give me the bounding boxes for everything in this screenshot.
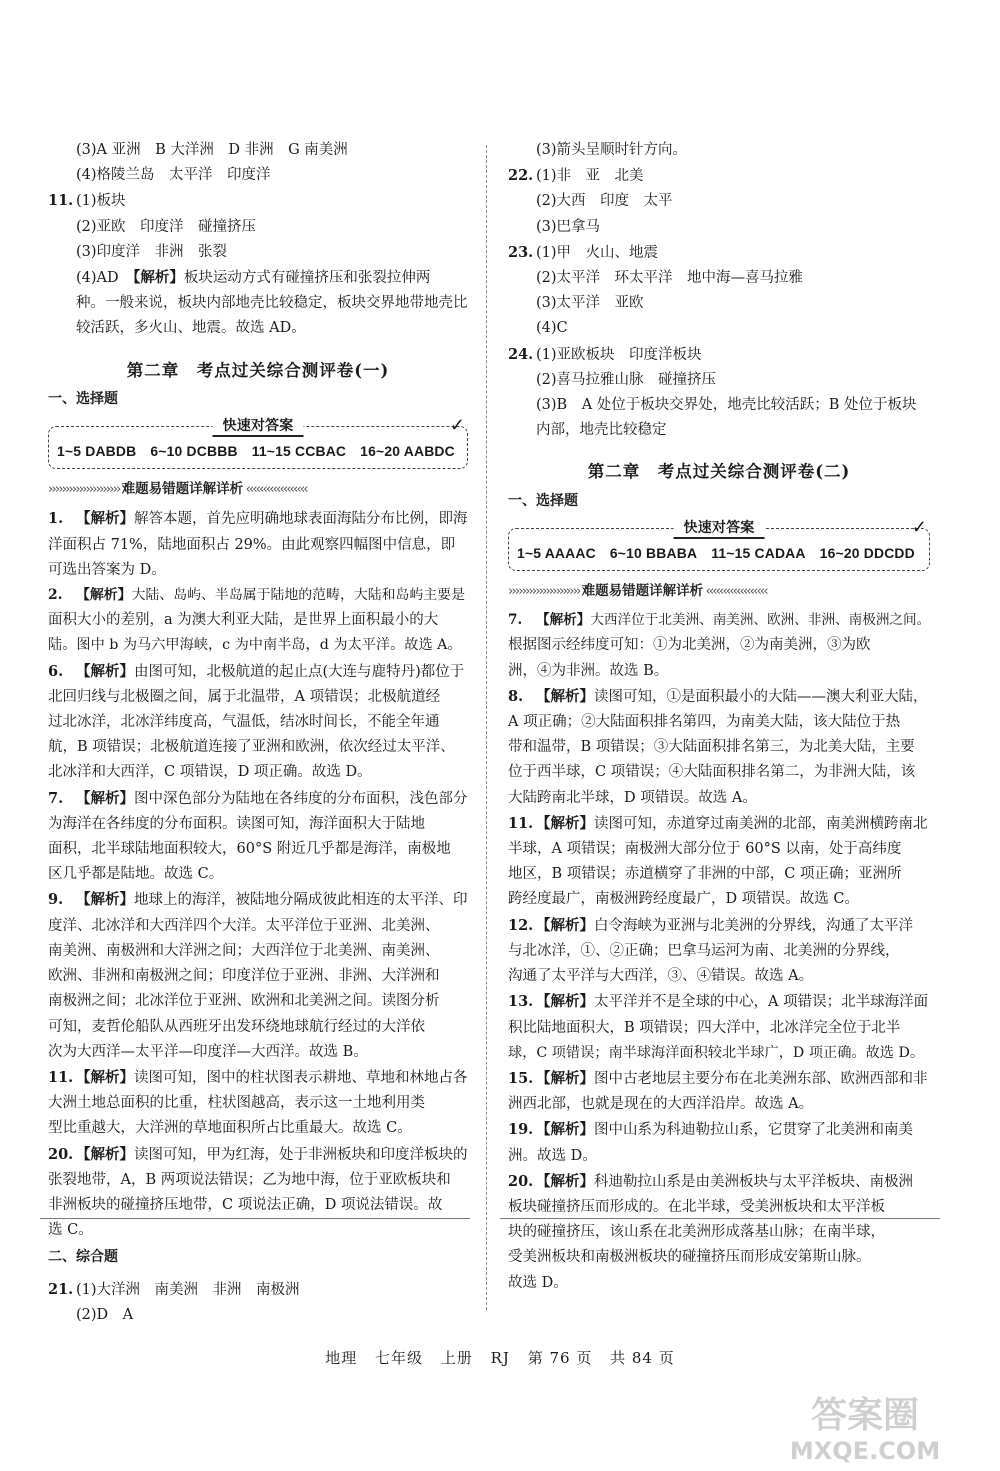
explanation-line xyxy=(48,608,468,633)
analysis-banner xyxy=(508,579,930,604)
explanation-line xyxy=(508,786,930,811)
explanation-line xyxy=(48,659,468,685)
explanation-text: 过北冰洋，北冰洋纬度高，气温低，结冰时间长，不能全年通 xyxy=(48,714,440,731)
explanation-text: 图中深色部分为陆地在各纬度的分布面积，浅色部分 xyxy=(134,790,468,807)
explanation-line xyxy=(508,735,930,760)
explanation-line xyxy=(508,939,930,964)
explanation-text: 大洲土地总面积的比重，柱状图越高，表示这一土地利用类 xyxy=(48,1095,425,1112)
explanation-text: 读图可知，①是面积最小的大陆——澳大利亚大陆， xyxy=(594,688,928,705)
explanation-text: 可选出答案为 D。 xyxy=(48,561,166,578)
explanation-line xyxy=(48,812,468,837)
explanation-text: 可知，麦哲伦船队从西班牙出发环绕地球航行经过的大洋依 xyxy=(48,1018,425,1035)
answer-line: (3)箭头呈顺时针方向。 xyxy=(536,142,688,158)
answer-line: (4)格陵兰岛 太平洋 印度洋 xyxy=(76,167,271,184)
explanation-text: 解答本题，首先应明确地球表面海陆分布比例，即海 xyxy=(134,511,468,528)
analysis-tag: 【解析】 xyxy=(536,1172,594,1190)
question-answer xyxy=(508,342,930,368)
chapter-title: 第二章 考点过关综合测评卷(一) xyxy=(126,360,390,380)
analysis-tag: 【解析】 xyxy=(76,587,132,604)
explanation-text: 读图可知，甲为红海，处于非洲板块和印度洋板块的 xyxy=(134,1146,468,1163)
explanation-text: 南美洲、南极洲和大洋洲之间；大西洋位于北美洲、南美洲、 xyxy=(48,942,440,959)
explanation-text: 面积，北半球陆地面积较大，60°S 附近几乎都是海洋，南极地 xyxy=(48,841,451,858)
question-number: 11. xyxy=(508,814,534,832)
watermark-logo xyxy=(770,1385,960,1465)
explanation-text: 陆。图中 b 为马六甲海峡，c 为中南半岛，d 为太平洋。故选 A。 xyxy=(48,637,462,654)
question-answer xyxy=(48,188,468,214)
analysis-tag: 【解析】 xyxy=(76,1145,134,1163)
explanation-line xyxy=(48,1142,468,1168)
question-number: 20. xyxy=(48,1145,74,1163)
explanation-text: 欧洲、非洲和南极洲之间；印度洋位于亚洲、非洲、大洋洲和 xyxy=(48,968,440,985)
quick-answer-title: 快速对答案 xyxy=(674,517,765,539)
explanation-line xyxy=(508,710,930,735)
explanation-line: 内部，地壳比较稳定 xyxy=(536,422,667,439)
left-column xyxy=(48,138,468,1328)
question-answer xyxy=(508,163,930,189)
checkmark-icon: ✓ xyxy=(911,516,927,537)
explanation-line xyxy=(48,887,468,913)
explanation-text: 图中山系为科迪勒拉山系，它贯穿了北美洲和南美 xyxy=(594,1122,913,1139)
question-number: 6. xyxy=(48,662,64,680)
explanation-line xyxy=(508,862,930,887)
answer-text: (1)甲 火山、地震 xyxy=(536,244,659,261)
explanation-line xyxy=(508,1271,930,1296)
question-number: 11. xyxy=(48,192,74,210)
explanation-text: 根据图示经纬度可知：①为北美洲，②为南美洲，③为欧 xyxy=(508,637,871,654)
explanation-line xyxy=(48,1015,468,1040)
explanation-line: (3)B A 处位于板块交界处，地壳比较活跃；B 处位于板块 xyxy=(536,397,917,414)
explanation-line xyxy=(508,811,930,837)
explanation-line xyxy=(48,914,468,939)
explanation-line xyxy=(48,1040,468,1065)
question-number: 7. xyxy=(508,612,523,629)
question-number: 12. xyxy=(508,916,534,934)
explanation-line xyxy=(48,291,468,316)
explanation-text: 地区，B 项错误；赤道横穿了非洲的中部，C 项正确；亚洲所 xyxy=(508,866,902,883)
question-number: 13. xyxy=(508,993,534,1011)
explanation-text: 航，B 项错误；北极航道连接了亚洲和欧洲，依次经过太平洋、 xyxy=(48,739,455,756)
explanation-line xyxy=(48,760,468,785)
explanation-line xyxy=(508,913,930,939)
analysis-banner-title: 难题易错题详解详析 xyxy=(121,481,244,498)
answer-line: (2)亚欧 印度洋 碰撞挤压 xyxy=(76,218,257,235)
explanation-text: 跨经度最广，南极洲跨经度最广，D 项错误。故选 C。 xyxy=(508,891,859,908)
explanation-text: 白令海峡为亚洲与北美洲的分界线，沟通了太平洋 xyxy=(594,917,913,934)
answer-line: (3)太平洋 亚欧 xyxy=(536,295,644,312)
explanation-line xyxy=(48,316,468,341)
explanation-text: 种。一般来说，板块内部地壳比较稳定，板块交界地带地壳比 xyxy=(76,295,468,312)
explanation-text: 为海洋在各纬度的分布面积。读图可知，海洋面积大于陆地 xyxy=(48,815,425,832)
answer-line: (3)A 亚洲 B 大洋洲 D 非洲 G 南美洲 xyxy=(76,142,348,158)
explanation-text: 半球，A 项错误；南极洲大部分位于 60°S 以南，处于高纬度 xyxy=(508,841,902,858)
explanation-text: 大陆、岛屿、半岛属于陆地的范畴，大陆和岛屿主要是 xyxy=(131,587,465,604)
explanation-line xyxy=(48,633,468,658)
analysis-tag: 【解析】 xyxy=(133,269,184,287)
section-heading: 一、选择题 xyxy=(48,390,118,407)
explanation-text: 北冰洋和大西洋，C 项错误，D 项正确。故选 D。 xyxy=(48,764,372,781)
quick-answer-title: 快速对答案 xyxy=(213,415,304,437)
quick-answer-group: 11~15 CCBAC xyxy=(251,443,347,460)
explanation-text: 型比重越大，大洋洲的草地面积所占比重最大。故选 C。 xyxy=(48,1120,412,1137)
explanation-line xyxy=(508,1195,930,1220)
quick-answer-group: 6~10 DCBBB xyxy=(150,443,238,460)
question-number: 24. xyxy=(508,345,534,363)
explanation-text: 与北冰洋，①、②正确；巴拿马运河为南、北美洲的分界线， xyxy=(508,942,900,959)
quick-answer-group: 11~15 CADAA xyxy=(711,544,806,561)
question-number: 7. xyxy=(48,789,64,807)
explanation-text: 选 C。 xyxy=(48,1222,93,1239)
explanation-text: 较活跃，多火山、地震。故选 AD。 xyxy=(76,320,306,337)
question-answer xyxy=(508,240,930,266)
chevron-decor-icon: ‹‹‹‹‹‹‹‹‹‹‹‹‹‹‹‹‹‹ xyxy=(243,481,307,498)
explanation-text: 次为大西洋—太平洋—印度洋—大西洋。故选 B。 xyxy=(48,1043,368,1060)
explanation-text: 大陆跨南北半球，D 项错误。故选 A。 xyxy=(508,789,757,806)
explanation-line xyxy=(48,1065,468,1091)
answer-line: (3)巴拿马 xyxy=(536,218,601,235)
chevron-decor-icon: ››››››››››››››››››››› xyxy=(508,583,582,600)
explanation-line xyxy=(508,633,930,658)
analysis-tag: 【解析】 xyxy=(76,891,134,909)
section-heading: 二、综合题 xyxy=(48,1249,118,1266)
explanation-text: 故选 D。 xyxy=(508,1274,568,1291)
chapter-title: 第二章 考点过关综合测评卷(二) xyxy=(587,462,851,482)
quick-answer-group: 6~10 BBABA xyxy=(609,544,698,561)
explanation-line xyxy=(48,964,468,989)
explanation-line xyxy=(48,1091,468,1116)
analysis-tag: 【解析】 xyxy=(76,662,134,680)
explanation-text: 洲西北部，也就是现在的大西洋沿岸。故选 A。 xyxy=(508,1096,814,1113)
question-number: 23. xyxy=(508,243,534,261)
explanation-line xyxy=(508,760,930,785)
explanation-text: 板块运动方式有碰撞挤压和张裂拉伸两 xyxy=(183,270,431,287)
explanation-line xyxy=(508,684,930,710)
answer-text: (4)AD xyxy=(76,270,134,287)
explanation-line xyxy=(48,786,468,812)
analysis-tag: 【解析】 xyxy=(536,1121,594,1139)
explanation-text: 球，C 项错误；南半球海洋面积较北半球广，D 项正确。故选 D。 xyxy=(508,1044,925,1061)
explanation-line xyxy=(508,659,930,684)
question-number: 21. xyxy=(48,1280,74,1298)
explanation-line xyxy=(48,1116,468,1141)
explanation-line xyxy=(48,837,468,862)
question-answer xyxy=(48,1277,468,1303)
explanation-line xyxy=(48,583,468,608)
analysis-tag: 【解析】 xyxy=(76,789,134,807)
explanation-text: 由图可知，北极航道的起止点(大连与鹿特丹)都位于 xyxy=(134,663,465,680)
answer-text: (1)大洋洲 南美洲 非洲 南极洲 xyxy=(76,1281,300,1298)
footer-page: 第 76 页 xyxy=(527,1349,593,1367)
explanation-line xyxy=(48,989,468,1014)
analysis-tag: 【解析】 xyxy=(536,1069,594,1087)
answer-text: (1)板块 xyxy=(76,193,126,210)
analysis-banner xyxy=(48,477,468,502)
explanation-text: 大西洋位于北美洲、南美洲、欧洲、非洲、南极洲之间。 xyxy=(590,612,931,629)
explanation-line xyxy=(48,1193,468,1218)
explanation-line xyxy=(48,506,468,532)
question-number: 1. xyxy=(48,510,64,528)
explanation-line xyxy=(508,1169,930,1195)
quick-answer-group: 1~5 AAAAC xyxy=(517,544,596,561)
analysis-banner-title: 难题易错题详解详析 xyxy=(581,583,704,600)
explanation-text: 区几乎都是陆地。故选 C。 xyxy=(48,866,224,883)
column-divider xyxy=(486,145,487,1310)
checkmark-icon: ✓ xyxy=(449,415,465,436)
explanation-text: 太平洋并不是全球的中心，A 项错误；北半球海洋面 xyxy=(594,994,929,1011)
explanation-line xyxy=(48,710,468,735)
question-number: 22. xyxy=(508,167,534,185)
answer-line: (3)印度洋 非洲 张裂 xyxy=(76,243,228,260)
watermark-text-2: MXQE.COM xyxy=(789,1437,941,1465)
explanation-line xyxy=(48,939,468,964)
analysis-tag: 【解析】 xyxy=(536,687,594,705)
explanation-line xyxy=(508,1117,930,1143)
analysis-tag: 【解析】 xyxy=(536,993,594,1011)
explanation-text: 受美洲板块和南极洲板块的碰撞挤压而形成安第斯山脉。 xyxy=(508,1249,871,1266)
explanation-text: 非洲板块的碰撞挤压地带，C 项说法正确，D 项说法错误。故 xyxy=(48,1196,443,1213)
explanation-line xyxy=(48,1168,468,1193)
question-number: 20. xyxy=(508,1172,534,1190)
answer-line: (2)喜马拉雅山脉 碰撞挤压 xyxy=(536,371,717,388)
page-footer xyxy=(0,1347,1000,1368)
explanation-text: 南极洲之间；北冰洋位于亚洲、欧洲和北美洲之间。读图分析 xyxy=(48,993,440,1010)
explanation-line xyxy=(508,1016,930,1041)
explanation-line xyxy=(508,1144,930,1169)
explanation-text: 积比陆地面积大，B 项错误；四大洋中，北冰洋完全位于北半 xyxy=(508,1019,901,1036)
quick-answer-group: 16~20 AABDC xyxy=(360,443,455,460)
explanation-text: 板块碰撞挤压而形成的。在北半球，受美洲板块和太平洋板 xyxy=(508,1198,885,1215)
explanation-text: 北回归线与北极圈之间，属于北温带，A 项错误；北极航道经 xyxy=(48,688,441,705)
explanation-text: 洲，④为非洲。故选 B。 xyxy=(508,662,669,679)
quick-answer-box xyxy=(508,516,930,571)
quick-answer-box xyxy=(48,415,468,469)
explanation-text: 面积大小的差别，a 为澳大利亚大陆，是世界上面积最小的大 xyxy=(48,612,439,629)
explanation-line xyxy=(48,1218,468,1243)
right-column xyxy=(508,138,930,1296)
explanation-line xyxy=(48,862,468,887)
explanation-text: 位于西半球，C 项错误；④大陆面积排名第二，为非洲大陆，该 xyxy=(508,764,916,781)
explanation-text: 张裂地带，A，B 两项说法错误；乙为地中海，位于亚欧板块和 xyxy=(48,1171,451,1188)
analysis-tag: 【解析】 xyxy=(76,510,134,528)
explanation-text: 块的碰撞挤压，该山系在北美洲形成落基山脉；在南半球， xyxy=(508,1224,885,1241)
explanation-line xyxy=(48,685,468,710)
answer-line: (4)C xyxy=(536,320,568,337)
explanation-line xyxy=(508,989,930,1015)
footer-volume: 上册 xyxy=(440,1349,473,1367)
footer-grade: 七年级 xyxy=(375,1349,424,1367)
explanation-line xyxy=(508,608,930,633)
question-number: 2. xyxy=(48,587,63,604)
watermark-text-1: 答案圈 xyxy=(810,1395,920,1436)
explanation-line xyxy=(508,1066,930,1092)
explanation-text: 图中古老地层主要分布在北美洲东部、欧洲西部和非 xyxy=(594,1070,928,1087)
explanation-text: 洋面积占 71%，陆地面积占 29%。由此观察四幅图中信息，即 xyxy=(48,536,456,553)
analysis-tag: 【解析】 xyxy=(536,814,594,832)
question-number: 15. xyxy=(508,1069,534,1087)
explanation-line xyxy=(508,837,930,862)
explanation-line xyxy=(48,265,468,291)
analysis-tag: 【解析】 xyxy=(536,916,594,934)
footer-total: 共 84 页 xyxy=(610,1349,675,1367)
explanation-text: 带和温带，B 项错误；③大陆面积排名第三，为北美大陆，主要 xyxy=(508,739,915,756)
chevron-decor-icon: ‹‹‹‹‹‹‹‹‹‹‹‹‹‹‹‹‹‹ xyxy=(703,583,767,600)
answer-text: (1)非 亚 北美 xyxy=(536,168,644,185)
question-number: 11. xyxy=(48,1068,74,1086)
question-number: 19. xyxy=(508,1121,534,1139)
quick-answer-group: 16~20 DDCDD xyxy=(819,544,915,561)
footer-edition: RJ xyxy=(490,1349,510,1367)
answer-text: (1)亚欧板块 印度洋板块 xyxy=(536,346,702,363)
footer-subject: 地理 xyxy=(325,1349,358,1367)
explanation-text: A 项正确；②大陆面积排名第四，为南美大陆，该大陆位于热 xyxy=(508,714,901,731)
explanation-line xyxy=(48,533,468,558)
answer-line: (2)大西 印度 太平 xyxy=(536,193,673,210)
left-bottom-rule xyxy=(40,1218,470,1219)
right-bottom-rule xyxy=(500,1218,940,1219)
explanation-text: 读图可知，赤道穿过南美洲的北部，南美洲横跨南北 xyxy=(594,815,928,832)
quick-answer-group: 1~5 DABDB xyxy=(57,443,137,460)
explanation-text: 度洋、北冰洋和大西洋四个大洋。太平洋位于亚洲、北美洲、 xyxy=(48,917,440,934)
explanation-line xyxy=(48,558,468,583)
explanation-line xyxy=(508,1092,930,1117)
explanation-line xyxy=(508,887,930,912)
explanation-line xyxy=(508,1245,930,1270)
explanation-line xyxy=(508,964,930,989)
analysis-tag: 【解析】 xyxy=(536,612,591,629)
question-number: 8. xyxy=(508,687,524,705)
explanation-text: 读图可知，图中的柱状图表示耕地、草地和林地占各 xyxy=(134,1069,468,1086)
explanation-text: 科迪勒拉山系是由美洲板块与太平洋板块、南极洲 xyxy=(594,1173,913,1190)
explanation-text: 沟通了太平洋与大西洋，③、④错误。故选 A。 xyxy=(508,968,814,985)
explanation-line xyxy=(508,1220,930,1245)
answer-line: (2)D A xyxy=(76,1306,134,1323)
section-heading: 一、选择题 xyxy=(508,492,578,509)
explanation-line xyxy=(48,735,468,760)
explanation-text: 洲。故选 D。 xyxy=(508,1147,597,1164)
chevron-decor-icon: ››››››››››››››››››››› xyxy=(48,481,122,498)
explanation-line xyxy=(508,1041,930,1066)
answer-line: (2)太平洋 环太平洋 地中海—喜马拉雅 xyxy=(536,270,804,287)
explanation-text: 地球上的海洋，被陆地分隔成彼此相连的太平洋、印 xyxy=(134,892,468,909)
question-number: 9. xyxy=(48,891,64,909)
analysis-tag: 【解析】 xyxy=(76,1068,134,1086)
